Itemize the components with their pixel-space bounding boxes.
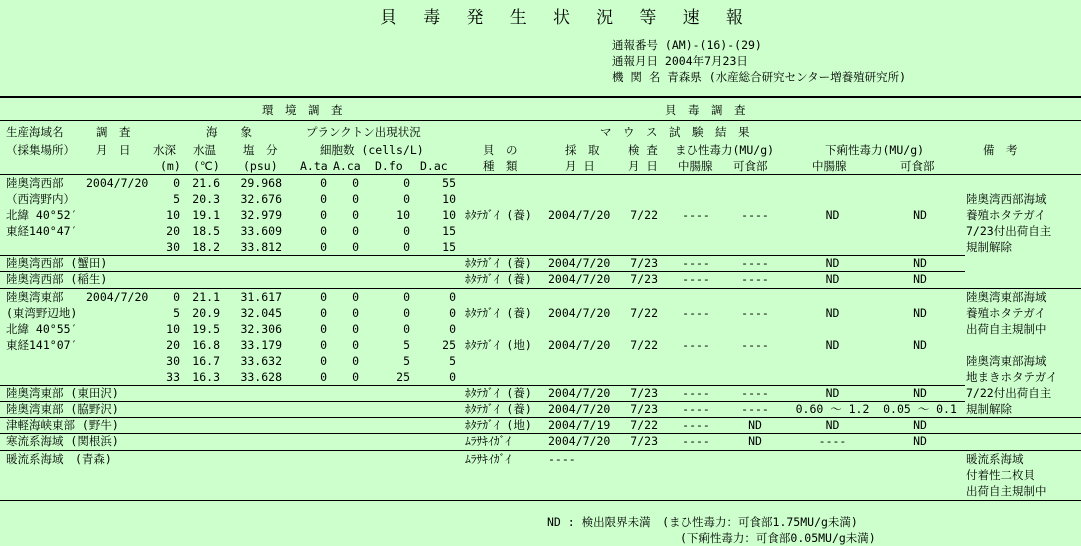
cell-dac: 5 — [449, 354, 456, 368]
cell-sal: 29.968 — [240, 176, 282, 190]
shellfish-survey-header: 貝 毒 調 査 — [665, 103, 746, 117]
cell-pe: ---- — [741, 306, 769, 320]
cell-area: 東経140°47′ — [6, 224, 78, 238]
cell-de: ND — [913, 434, 927, 448]
cell-samp: 2004/7/19 — [548, 418, 611, 432]
header-depth: 水深 — [153, 143, 176, 157]
cell-aca: 0 — [352, 290, 359, 304]
header-temp: 水温 — [193, 143, 216, 157]
footnote-nd: ND : 検出限界未満 (まひ性毒力：可食部1.75MU/g未満) — [547, 515, 858, 529]
cell-area: 北緯 40°55′ — [6, 322, 78, 336]
cell-ins: 7/23 — [630, 386, 658, 400]
cell-area: 津軽海峡東部 (野牛) — [6, 418, 119, 432]
cell-sal: 33.632 — [240, 354, 282, 368]
cell-area: 陸奥湾東部 (脇野沢) — [6, 402, 119, 416]
cell-rem: 陸奥湾東部海域 — [966, 354, 1047, 368]
cell-de: ND — [913, 338, 927, 352]
cell-pe: ---- — [741, 208, 769, 222]
cell-depth: 0 — [173, 176, 180, 190]
cell-aca: 0 — [352, 240, 359, 254]
cell-temp: 20.9 — [192, 306, 220, 320]
table-top-rule — [0, 96, 1081, 98]
cell-de: ND — [913, 386, 927, 400]
cell-dac: 15 — [442, 224, 456, 238]
cell-pe: ---- — [741, 338, 769, 352]
header-survey-sub: 月 日 — [96, 143, 131, 157]
cell-de: ND — [913, 306, 927, 320]
footnote-dsp: (下痢性毒力：可食部0.05MU/g未満) — [680, 531, 876, 545]
cell-temp: 19.1 — [192, 208, 220, 222]
cell-ata: 0 — [320, 176, 327, 190]
cell-samp: 2004/7/20 — [548, 434, 611, 448]
cell-ins: 7/22 — [630, 338, 658, 352]
header-area: 生産海域名 — [6, 125, 64, 139]
header-divider — [0, 120, 1081, 121]
cell-ata: 0 — [320, 240, 327, 254]
cell-samp: ---- — [548, 452, 576, 466]
cell-shell: ﾎﾀﾃｶﾞｲ (養) — [465, 402, 532, 416]
cell-rem: 7/23付出荷自主 — [966, 224, 1052, 238]
cell-pe: ---- — [741, 386, 769, 400]
cell-area: 暖流系海域 (青森) — [6, 452, 112, 466]
cell-ins: 7/22 — [630, 306, 658, 320]
header-depth-unit: (m) — [160, 159, 181, 173]
cell-pg: ---- — [682, 402, 710, 416]
header-dfo: D.fo — [375, 159, 403, 173]
cell-area: (東湾野辺地) — [6, 306, 78, 320]
row-separator — [0, 450, 1081, 451]
cell-de: ND — [913, 256, 927, 270]
cell-area: 陸奥湾東部 (東田沢) — [6, 386, 119, 400]
cell-pe: ---- — [741, 272, 769, 286]
cell-samp: 2004/7/20 — [548, 306, 611, 320]
header-cells: 細胞数 (cells/L) — [320, 143, 424, 157]
cell-ins: 7/22 — [630, 418, 658, 432]
cell-depth: 5 — [173, 192, 180, 206]
header-sea: 海 象 — [206, 125, 252, 139]
cell-aca: 0 — [352, 322, 359, 336]
cell-rem: 出荷自主規制中 — [966, 484, 1047, 498]
cell-ata: 0 — [320, 224, 327, 238]
cell-temp: 21.6 — [192, 176, 220, 190]
header-ata: A.ta — [300, 159, 328, 173]
header-psp-gut: 中腸腺 — [678, 159, 713, 173]
cell-ata: 0 — [320, 322, 327, 336]
cell-rem: 7/22付出荷自主 — [966, 386, 1052, 400]
header-bottom-rule — [0, 174, 1081, 175]
cell-dg: ---- — [818, 434, 847, 448]
cell-area: 北緯 40°52′ — [6, 208, 78, 222]
cell-shell: ﾑﾗｻｷｲｶﾞｲ — [465, 452, 511, 466]
cell-ata: 0 — [320, 208, 327, 222]
cell-sal: 32.306 — [240, 322, 282, 336]
cell-samp: 2004/7/20 — [548, 402, 611, 416]
cell-ata: 0 — [320, 370, 327, 384]
cell-dfo: 0 — [403, 192, 410, 206]
cell-dac: 25 — [442, 338, 456, 352]
header-salinity-unit: (psu) — [243, 159, 278, 173]
header-temp-unit: (℃) — [193, 159, 220, 173]
cell-aca: 0 — [352, 224, 359, 238]
header-sampling: 採 取 — [565, 143, 600, 157]
header-plankton: プランクトン出現状況 — [306, 125, 421, 139]
cell-dg: ND — [825, 338, 840, 352]
header-shell-sub: 種 類 — [483, 159, 518, 173]
cell-ins: 7/23 — [630, 272, 658, 286]
cell-pg: ---- — [682, 338, 710, 352]
cell-shell: ﾎﾀﾃｶﾞｲ (地) — [465, 418, 532, 432]
cell-temp: 20.3 — [192, 192, 220, 206]
cell-area: 陸奥湾西部 (稲生) — [6, 272, 108, 286]
cell-dfo: 25 — [396, 370, 410, 384]
cell-area: 陸奥湾東部 — [6, 290, 64, 304]
cell-dac: 0 — [449, 322, 456, 336]
cell-aca: 0 — [352, 306, 359, 320]
cell-pe: ---- — [741, 256, 769, 270]
cell-dac: 0 — [449, 306, 456, 320]
cell-samp: 2004/7/20 — [548, 208, 611, 222]
row-separator — [0, 500, 1081, 501]
cell-dac: 10 — [442, 208, 456, 222]
cell-dg: ND — [825, 208, 840, 222]
header-dsp: 下痢性毒力(MU/g) — [825, 143, 925, 157]
cell-dfo: 0 — [403, 240, 410, 254]
cell-temp: 16.7 — [192, 354, 220, 368]
cell-temp: 16.3 — [192, 370, 220, 384]
header-salinity: 塩 分 — [243, 143, 278, 157]
cell-dfo: 10 — [396, 208, 410, 222]
cell-pg: ---- — [682, 306, 710, 320]
cell-shell: ﾎﾀﾃｶﾞｲ (地) — [465, 338, 532, 352]
cell-aca: 0 — [352, 338, 359, 352]
cell-dfo: 5 — [403, 338, 410, 352]
cell-ins: 7/23 — [630, 256, 658, 270]
cell-temp: 21.1 — [192, 290, 220, 304]
cell-de: ND — [913, 208, 927, 222]
cell-de: 0.05 ～ 0.1 — [883, 402, 957, 416]
header-survey: 調 査 — [96, 125, 131, 139]
row-separator — [0, 433, 1081, 434]
cell-ata: 0 — [320, 290, 327, 304]
cell-area: 東経141°07′ — [6, 338, 78, 352]
cell-ins: 7/23 — [630, 434, 658, 448]
cell-shell: ﾎﾀﾃｶﾞｲ (養) — [465, 208, 532, 222]
header-psp: まひ性毒力(MU/g) — [675, 143, 775, 157]
cell-de: ND — [913, 272, 927, 286]
cell-sal: 31.617 — [240, 290, 282, 304]
cell-ins: 7/23 — [630, 402, 658, 416]
cell-pg: ---- — [682, 256, 710, 270]
cell-rem: 出荷自主規制中 — [966, 322, 1047, 336]
cell-temp: 16.8 — [192, 338, 220, 352]
cell-sal: 32.676 — [240, 192, 282, 206]
cell-dg: 0.60 ～ 1.2 — [795, 402, 870, 416]
cell-aca: 0 — [352, 176, 359, 190]
cell-dfo: 0 — [403, 290, 410, 304]
cell-area: 陸奥湾西部 — [6, 176, 64, 190]
cell-dac: 10 — [442, 192, 456, 206]
cell-shell: ﾎﾀﾃｶﾞｲ (養) — [465, 256, 532, 270]
cell-depth: 0 — [173, 290, 180, 304]
header-aca: A.ca — [333, 159, 361, 173]
cell-aca: 0 — [352, 208, 359, 222]
cell-sal: 33.609 — [240, 224, 282, 238]
header-dsp-gut: 中腸腺 — [812, 159, 847, 173]
env-survey-header: 環 境 調 査 — [262, 103, 343, 117]
cell-dac: 55 — [442, 176, 456, 190]
cell-shell: ﾎﾀﾃｶﾞｲ (養) — [465, 386, 532, 400]
cell-dac: 0 — [449, 370, 456, 384]
cell-sal: 33.179 — [240, 338, 282, 352]
cell-shell: ﾎﾀﾃｶﾞｲ (養) — [465, 306, 532, 320]
cell-depth: 10 — [166, 208, 180, 222]
cell-de: ND — [913, 418, 927, 432]
row-separator — [0, 288, 1081, 289]
cell-dfo: 0 — [403, 176, 410, 190]
cell-dfo: 0 — [403, 224, 410, 238]
cell-pg: ---- — [682, 434, 710, 448]
report-number: 通報番号 (AM)-(16)-(29) — [612, 38, 762, 52]
header-inspection: 検 査 — [628, 143, 658, 157]
header-inspection-sub: 月 日 — [628, 159, 658, 173]
page-title: 貝 毒 発 生 状 況 等 速 報 — [380, 8, 751, 28]
cell-ata: 0 — [320, 306, 327, 320]
cell-pe: ND — [748, 434, 762, 448]
header-remarks: 備 考 — [983, 143, 1018, 157]
cell-dg: ND — [825, 272, 840, 286]
cell-pg: ---- — [682, 272, 710, 286]
cell-dfo: 0 — [403, 306, 410, 320]
cell-dfo: 0 — [403, 322, 410, 336]
cell-samp: 2004/7/20 — [548, 272, 611, 286]
cell-pg: ---- — [682, 386, 710, 400]
cell-ata: 0 — [320, 354, 327, 368]
cell-depth: 20 — [166, 338, 180, 352]
cell-pe: ND — [748, 418, 762, 432]
cell-dac: 15 — [442, 240, 456, 254]
cell-rem: 陸奥湾西部海域 — [966, 192, 1047, 206]
cell-temp: 18.5 — [192, 224, 220, 238]
row-separator — [0, 255, 965, 256]
cell-rem: 地まきホタテガイ — [966, 370, 1058, 384]
cell-samp: 2004/7/20 — [548, 338, 611, 352]
cell-area: （西湾野内） — [6, 192, 75, 206]
row-separator — [0, 271, 965, 272]
header-dac: D.ac — [420, 159, 448, 173]
cell-rem: 養殖ホタテガイ — [966, 306, 1046, 320]
cell-dfo: 5 — [403, 354, 410, 368]
row-separator — [0, 385, 965, 386]
cell-ins: 7/22 — [630, 208, 658, 222]
agency-name: 機 関 名 青森県 (水産総合研究センター増養殖研究所) — [612, 70, 907, 84]
cell-temp: 19.5 — [192, 322, 220, 336]
cell-depth: 30 — [166, 354, 180, 368]
cell-aca: 0 — [352, 370, 359, 384]
cell-pg: ---- — [682, 418, 710, 432]
cell-dac: 0 — [449, 290, 456, 304]
cell-area: 陸奥湾西部 (蟹田) — [6, 256, 108, 270]
header-mouse-test: マ ウ ス 試 験 結 果 — [600, 125, 750, 139]
cell-depth: 10 — [166, 322, 180, 336]
cell-dg: ND — [825, 418, 840, 432]
cell-aca: 0 — [352, 192, 359, 206]
cell-pg: ---- — [682, 208, 710, 222]
cell-rem: 付着性二枚貝 — [966, 468, 1035, 482]
cell-samp: 2004/7/20 — [548, 256, 611, 270]
cell-ata: 0 — [320, 338, 327, 352]
cell-depth: 30 — [166, 240, 180, 254]
cell-pe: ---- — [741, 402, 769, 416]
cell-aca: 0 — [352, 354, 359, 368]
cell-date: 2004/7/20 — [86, 290, 149, 304]
report-date: 通報月日 2004年7月23日 — [612, 54, 748, 68]
cell-sal: 32.045 — [240, 306, 282, 320]
row-separator — [0, 417, 1081, 418]
cell-depth: 33 — [166, 370, 180, 384]
cell-ata: 0 — [320, 192, 327, 206]
cell-date: 2004/7/20 — [86, 176, 149, 190]
cell-temp: 18.2 — [192, 240, 220, 254]
cell-sal: 33.812 — [240, 240, 282, 254]
cell-rem: 規制解除 — [966, 240, 1012, 254]
cell-shell: ﾎﾀﾃｶﾞｲ (養) — [465, 272, 532, 286]
cell-rem: 規制解除 — [966, 402, 1012, 416]
header-sampling-sub: 月 日 — [565, 159, 595, 173]
header-dsp-edible: 可食部 — [900, 159, 935, 173]
cell-depth: 5 — [173, 306, 180, 320]
row-separator — [0, 401, 965, 402]
cell-rem: 暖流系海域 — [966, 452, 1024, 466]
cell-depth: 20 — [166, 224, 180, 238]
cell-dg: ND — [825, 306, 840, 320]
header-psp-edible: 可食部 — [733, 159, 768, 173]
cell-sal: 32.979 — [240, 208, 282, 222]
cell-shell: ﾑﾗｻｷｲｶﾞｲ — [465, 434, 511, 448]
cell-samp: 2004/7/20 — [548, 386, 611, 400]
header-area-sub: （採集場所） — [6, 143, 75, 157]
cell-dg: ND — [825, 256, 840, 270]
cell-rem: 養殖ホタテガイ — [966, 208, 1046, 222]
cell-rem: 陸奥湾東部海域 — [966, 290, 1047, 304]
header-shell: 貝 の — [483, 143, 518, 157]
cell-sal: 33.628 — [240, 370, 282, 384]
cell-area: 寒流系海域 (関根浜) — [6, 434, 119, 448]
cell-dg: ND — [825, 386, 840, 400]
